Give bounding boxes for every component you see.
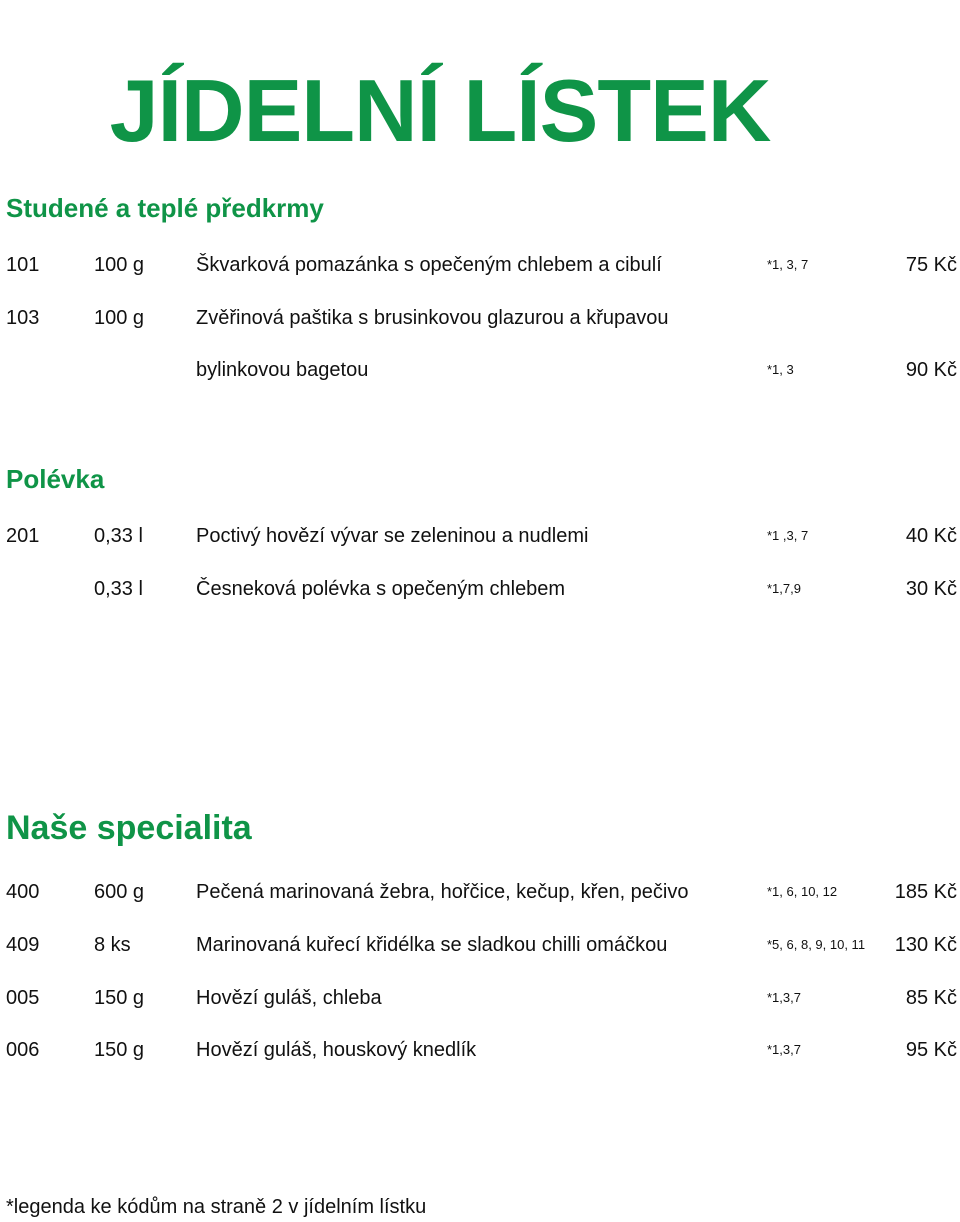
item-amount: 0,33 l	[94, 578, 143, 600]
item-price: 40 Kč	[905, 525, 957, 547]
item-name: Poctivý hovězí vývar se zeleninou a nudlemi	[196, 525, 589, 547]
item-amount: 8 ks	[94, 934, 131, 956]
item-amount: 100 g	[94, 254, 145, 276]
item-code: 103	[6, 307, 40, 329]
item-price: 90 Kč	[905, 359, 957, 381]
item-code: 006	[6, 1039, 40, 1061]
item-allergens: *1,3,7	[767, 1042, 801, 1057]
item-code: 409	[6, 934, 40, 956]
item-name: bylinkovou bagetou	[196, 359, 369, 381]
item-amount: 0,33 l	[94, 525, 143, 547]
allergen-footnote: *legenda ke kódům na straně 2 v jídelním lístku	[6, 1196, 427, 1218]
item-amount: 150 g	[94, 987, 145, 1009]
item-name: Zvěřinová paštika s brusinkovou glazurou a křupavou	[196, 307, 669, 329]
menu-item	[0, 521, 960, 551]
menu-item	[0, 983, 960, 1013]
item-code: 400	[6, 881, 40, 903]
item-allergens: *1, 3, 7	[767, 257, 809, 272]
item-name: Marinovaná kuřecí křidélka se sladkou chilli omáčkou	[196, 934, 668, 956]
item-allergens: *1, 6, 10, 12	[767, 884, 838, 899]
item-name: Škvarková pomazánka s opečeným chlebem a cibulí	[196, 254, 662, 276]
item-name: Hovězí guláš, houskový knedlík	[196, 1039, 477, 1061]
item-price: 75 Kč	[905, 254, 957, 276]
item-amount: 100 g	[94, 307, 145, 329]
item-allergens: *1 ,3, 7	[767, 528, 809, 543]
item-name: Hovězí guláš, chleba	[196, 987, 382, 1009]
item-code: 201	[6, 525, 40, 547]
section-title-starters: Studené a teplé předkrmy	[6, 193, 324, 223]
item-price: 85 Kč	[905, 987, 957, 1009]
item-amount: 600 g	[94, 881, 145, 903]
page-title: JÍDELNÍ LÍSTEK	[109, 60, 771, 160]
item-amount: 150 g	[94, 1039, 145, 1061]
item-price: 95 Kč	[905, 1039, 957, 1061]
item-code: 101	[6, 254, 40, 276]
section-title-specialty: Naše specialita	[6, 809, 252, 847]
item-allergens: *1,3,7	[767, 990, 801, 1005]
menu-item	[0, 303, 960, 333]
item-name: Česneková polévka s opečeným chlebem	[196, 578, 566, 600]
menu-item	[0, 1035, 960, 1065]
item-code: 005	[6, 987, 40, 1009]
item-price: 185 Kč	[894, 881, 957, 903]
section-title-soup: Polévka	[6, 464, 105, 494]
menu-item	[0, 930, 960, 960]
item-allergens: *1,7,9	[767, 581, 801, 596]
item-allergens: *5, 6, 8, 9, 10, 11	[767, 937, 866, 952]
menu-item	[0, 877, 960, 907]
item-price: 30 Kč	[905, 578, 957, 600]
item-price: 130 Kč	[894, 934, 957, 956]
menu-item	[0, 250, 960, 280]
menu-item	[0, 574, 960, 604]
item-allergens: *1, 3	[767, 362, 794, 377]
menu-item	[0, 355, 960, 385]
item-name: Pečená marinovaná žebra, hořčice, kečup, křen, pečivo	[196, 881, 689, 903]
